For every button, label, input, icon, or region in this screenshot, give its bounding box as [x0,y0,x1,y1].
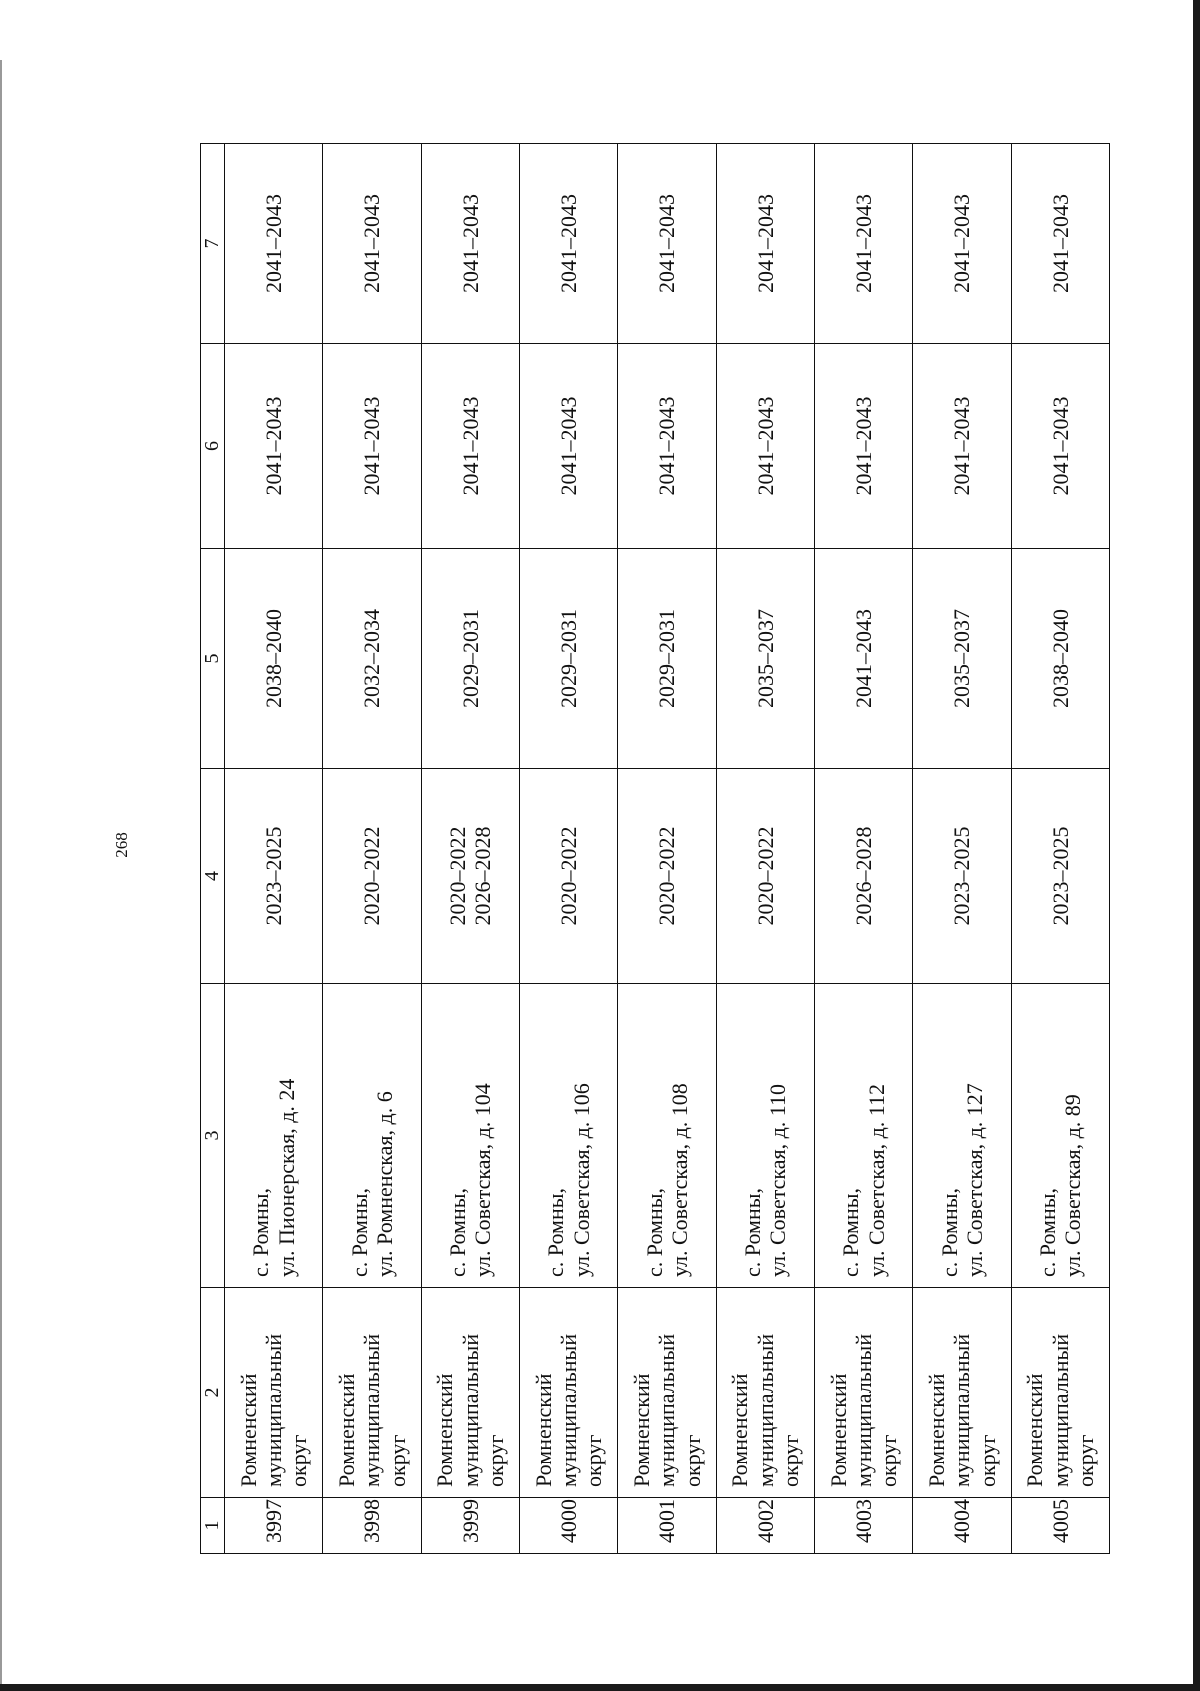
period-col4-cell [618,769,716,984]
cell-line: 2020–2022 [752,826,778,926]
cell-line: ул. Ромненская, д. 6 [371,1091,397,1277]
period-col5-cell: 2029–2031 [618,549,716,769]
cell-line: ул. Советская, д. 104 [470,1083,496,1277]
district-cell [913,1288,1011,1498]
cell-line: с. Ромны, [543,1187,569,1277]
cell-line: округ [1072,1434,1098,1487]
period-col6-cell: 2041–2043 [716,344,814,549]
cell-line: Ромненский [629,1373,655,1487]
district-cell [225,1288,323,1498]
address-cell [814,984,912,1288]
cell-line: ул. Советская, д. 127 [961,1083,987,1277]
cell-line: округ [482,1434,508,1487]
period-col6-cell: 2041–2043 [1011,344,1109,549]
cell-line: округ [581,1434,607,1487]
cell-line: 2020–2022 [359,826,385,926]
row-number-cell: 3998 [323,1498,421,1554]
table-row [716,144,814,1554]
column-header: 3 [201,984,225,1288]
table-row [1011,144,1109,1554]
address-cell [323,984,421,1288]
cell-line: Ромненский [727,1373,753,1487]
row-number-cell: 4005 [1011,1498,1109,1554]
period-col6-cell: 2041–2043 [323,344,421,549]
table-row [913,144,1011,1554]
row-number-cell: 3997 [225,1498,323,1554]
column-header: 2 [201,1288,225,1498]
cell-line: 2026–2028 [850,826,876,926]
row-number-cell: 3999 [421,1498,519,1554]
cell-line: 2023–2025 [949,826,975,926]
address-cell [716,984,814,1288]
period-col6-cell: 2041–2043 [814,344,912,549]
table-row [519,144,617,1554]
cell-line: с. Ромны, [1035,1187,1061,1277]
address-cell [225,984,323,1288]
cell-line: муниципальный [949,1333,975,1487]
cell-line: Ромненский [334,1373,360,1487]
scan-edge-right [1193,0,1200,1691]
cell-line: муниципальный [850,1333,876,1487]
cell-line: Ромненский [530,1373,556,1487]
cell-line: с. Ромны, [641,1187,667,1277]
table-row [225,144,323,1554]
cell-line: 2026–2028 [470,826,496,926]
row-number-cell: 4001 [618,1498,716,1554]
cell-line: с. Ромны, [838,1187,864,1277]
cell-line: ул. Советская, д. 110 [765,1084,791,1277]
period-col5-cell: 2041–2043 [814,549,912,769]
cell-line: с. Ромны, [740,1187,765,1277]
cell-line: округ [777,1434,803,1487]
cell-line: ул. Советская, д. 89 [1060,1094,1086,1277]
column-header: 4 [201,769,225,984]
table-header-row [201,144,225,1554]
row-number-cell: 4003 [814,1498,912,1554]
address-cell [913,984,1011,1288]
scan-edge-left [0,60,2,1691]
cell-line: округ [876,1434,902,1487]
period-col5-cell: 2029–2031 [519,549,617,769]
row-number-cell: 4004 [913,1498,1011,1554]
period-col5-cell: 2038–2040 [1011,549,1109,769]
period-col6-cell: 2041–2043 [225,344,323,549]
rotated-table-container [200,144,1110,1554]
address-cell [1011,984,1109,1288]
cell-line: ул. Советская, д. 108 [666,1083,692,1277]
period-col6-cell: 2041–2043 [519,344,617,549]
cell-line: 2020–2022 [445,826,471,926]
column-header: 5 [201,549,225,769]
cell-line: муниципальный [261,1333,287,1487]
row-number-cell: 4002 [716,1498,814,1554]
period-col4-cell [519,769,617,984]
district-cell [323,1288,421,1498]
cell-line: Ромненский [924,1373,950,1487]
cell-line: округ [384,1434,410,1487]
period-col4-cell [814,769,912,984]
period-col7-cell: 2041–2043 [323,144,421,344]
cell-line: 2020–2022 [556,826,581,926]
period-col6-cell: 2041–2043 [618,344,716,549]
cell-line: ул. Советская, д. 112 [863,1084,889,1277]
column-header: 7 [201,144,225,344]
period-col7-cell: 2041–2043 [716,144,814,344]
period-col4-cell [225,769,323,984]
table-body [225,144,1110,1554]
cell-line: муниципальный [457,1333,483,1487]
cell-line: муниципальный [556,1333,581,1487]
cell-line: округ [974,1434,1000,1487]
cell-line: 2023–2025 [1047,826,1073,926]
table-row [618,144,716,1554]
period-col4-cell [716,769,814,984]
period-col5-cell: 2029–2031 [421,549,519,769]
period-col7-cell: 2041–2043 [814,144,912,344]
district-cell [519,1288,617,1498]
cell-line: муниципальный [359,1333,385,1487]
period-col7-cell: 2041–2043 [618,144,716,344]
district-cell [618,1288,716,1498]
district-cell [421,1288,519,1498]
cell-line: муниципальный [654,1333,680,1487]
page-number: 268 [112,832,131,858]
period-col7-cell: 2041–2043 [421,144,519,344]
district-cell [716,1288,814,1498]
column-header: 6 [201,344,225,549]
period-col7-cell: 2041–2043 [225,144,323,344]
period-col6-cell: 2041–2043 [913,344,1011,549]
cell-line: с. Ромны, [445,1187,471,1277]
scan-edge-bottom [0,1684,1200,1691]
address-cell [421,984,519,1288]
period-col4-cell [323,769,421,984]
row-number-cell: 4000 [519,1498,617,1554]
cell-line: 2020–2022 [654,826,680,926]
period-col4-cell [421,769,519,984]
period-col7-cell: 2041–2043 [1011,144,1109,344]
capital-repair-schedule-table [200,143,1110,1554]
district-cell [814,1288,912,1498]
cell-line: муниципальный [752,1333,778,1487]
table-row [323,144,421,1554]
period-col7-cell: 2041–2043 [519,144,617,344]
cell-line: ул. Пионерская, д. 24 [273,1078,299,1277]
table-row [814,144,912,1554]
cell-line: с. Ромны, [936,1187,962,1277]
period-col6-cell: 2041–2043 [421,344,519,549]
period-col7-cell: 2041–2043 [913,144,1011,344]
table-row [421,144,519,1554]
district-cell [1011,1288,1109,1498]
address-cell [618,984,716,1288]
period-col5-cell: 2035–2037 [716,549,814,769]
cell-line: Ромненский [235,1373,261,1487]
period-col5-cell: 2038–2040 [225,549,323,769]
cell-line: округ [679,1434,705,1487]
cell-line: муниципальный [1047,1333,1073,1487]
period-col5-cell: 2035–2037 [913,549,1011,769]
cell-line: округ [286,1434,312,1487]
cell-line: 2023–2025 [261,826,287,926]
period-col5-cell: 2032–2034 [323,549,421,769]
period-col4-cell [913,769,1011,984]
cell-line: Ромненский [1022,1373,1048,1487]
cell-line: ул. Советская, д. 106 [568,1083,594,1277]
cell-line: с. Ромны, [346,1187,372,1277]
cell-line: Ромненский [432,1373,458,1487]
cell-line: с. Ромны, [248,1187,274,1277]
period-col4-cell [1011,769,1109,984]
column-header: 1 [201,1498,225,1554]
address-cell [519,984,617,1288]
cell-line: Ромненский [825,1373,851,1487]
